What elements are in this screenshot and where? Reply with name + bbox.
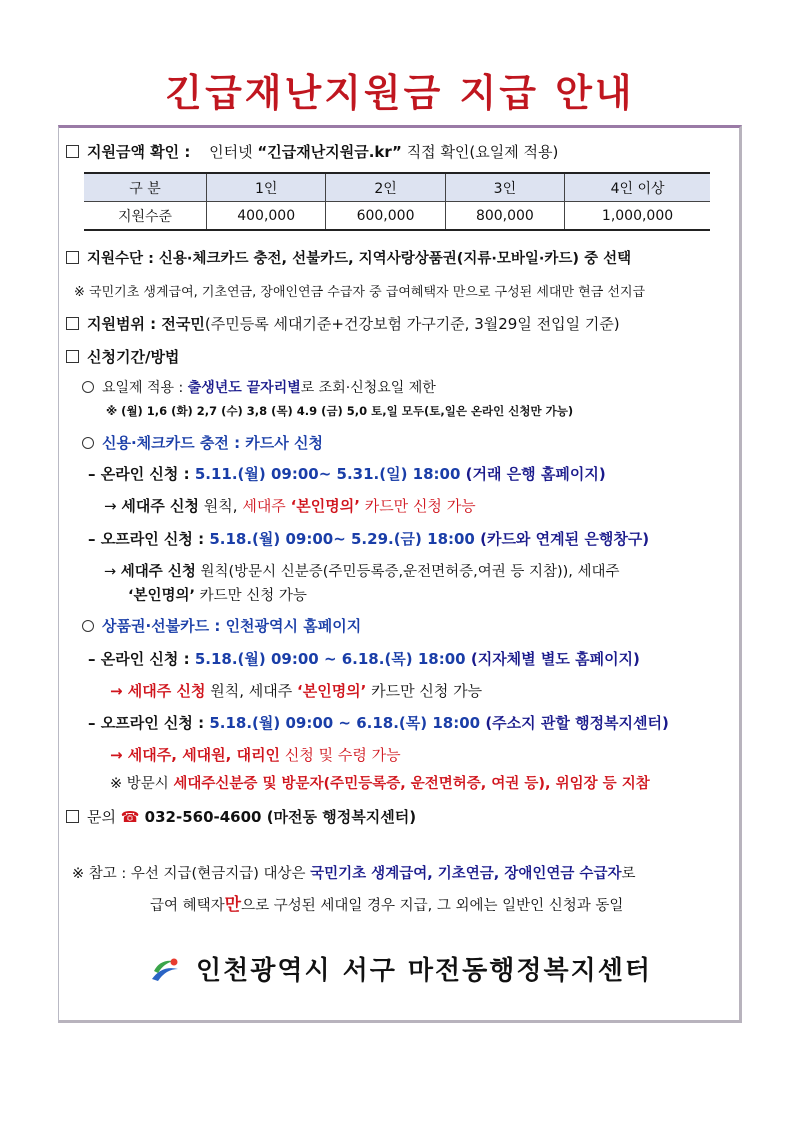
table-cell: 600,000: [326, 202, 445, 231]
weekday-row: 요일제 적용 : 출생년도 끝자리별로 조회·신청요일 제한: [82, 377, 436, 397]
means-row: 지원수단 : 신용·체크카드 충전, 선불카드, 지역사랑상품권(지류·모바일·카드) 중 선택: [66, 247, 631, 268]
scope-row: 지원범위 : 전국민(주민등록 세대기준+건강보험 가구기준, 3월29일 전입일 기준): [66, 313, 620, 334]
checkbox-square-icon: [66, 145, 79, 158]
voucher-visit-note: ※ 방문시 세대주신분증 및 방문자(주민등록증, 운전면허증, 여권 등), 위임장 등 지참: [110, 776, 650, 792]
circle-bullet-icon: [82, 620, 94, 632]
voucher-offline-note: → 세대주, 세대원, 대리인 신청 및 수령 가능: [110, 746, 401, 764]
amount-table: [84, 172, 710, 231]
incheon-logo-icon: [148, 955, 182, 992]
amount-heading: 지원금액 확인 :: [87, 143, 191, 161]
table-cell: 지원수준: [84, 202, 207, 231]
page-title: 긴급재난지원금 지급 안내: [165, 71, 635, 115]
apply-title: 신청기간/방법: [66, 346, 179, 367]
checkbox-square-icon: [66, 251, 79, 264]
voucher-title: 상품권·선불카드 : 인천광역시 홈페이지: [82, 615, 361, 636]
amount-row: 지원금액 확인 : 인터넷 “긴급재난지원금.kr” 직접 확인(요일제 적용): [66, 141, 558, 162]
card-online-row: – 온라인 신청 : 5.11.(월) 09:00~ 5.31.(일) 18:00 (거래 은행 홈페이지): [88, 465, 606, 483]
table-header: 2인: [326, 173, 445, 202]
table-header: 3인: [445, 173, 564, 202]
phone-icon: ☎: [120, 808, 140, 826]
table-header: 4인 이상: [565, 173, 710, 202]
means-note: ※ 국민기초 생계급여, 기초연금, 장애인연금 수급자 중 급여혜택자 만으로 구성된 세대만 현금 선지급: [74, 285, 646, 300]
reference-row: ※ 참고 : 우선 지급(현금지급) 대상은 국민기초 생계급여, 기초연금, 장애인연금 수급자로: [72, 866, 636, 882]
voucher-online-note: → 세대주 신청 원칙, 세대주 ‘본인명의’ 카드만 신청 가능: [110, 682, 483, 700]
table-cell: 400,000: [207, 202, 326, 231]
checkbox-square-icon: [66, 810, 79, 823]
checkbox-square-icon: [66, 350, 79, 363]
table-header: 1인: [207, 173, 326, 202]
reference-row-cont: 급여 혜택자만으로 구성된 세대일 경우 지급, 그 외에는 일반인 신청과 동일: [150, 895, 624, 915]
contact-row: 문의 ☎ 032-560-4600 (마전동 행정복지센터): [66, 806, 416, 827]
checkbox-square-icon: [66, 317, 79, 330]
site-name: “긴급재난지원금.kr”: [257, 143, 402, 161]
table-header-row: [84, 173, 710, 202]
table-row: [84, 202, 710, 231]
card-online-note: → 세대주 신청 원칙, 세대주 ‘본인명의’ 카드만 신청 가능: [104, 497, 476, 515]
circle-bullet-icon: [82, 381, 94, 393]
card-offline-note-cont: ‘본인명의’ 카드만 신청 가능: [128, 588, 307, 604]
weekday-note: ※ (월) 1,6 (화) 2,7 (수) 3,8 (목) 4.9 (금) 5,0 토,일 모두(토,일은 온라인 신청만 가능): [106, 404, 574, 418]
voucher-offline-row: – 오프라인 신청 : 5.18.(월) 09:00 ~ 6.18.(목) 18:00 (주소지 관할 행정복지센터): [88, 714, 669, 732]
voucher-online-row: – 온라인 신청 : 5.18.(월) 09:00 ~ 6.18.(목) 18:00 (지자체별 별도 홈페이지): [88, 650, 640, 668]
circle-bullet-icon: [82, 437, 94, 449]
card-offline-row: – 오프라인 신청 : 5.18.(월) 09:00~ 5.29.(금) 18:00 (카드와 연계된 은행창구): [88, 530, 650, 548]
footer: 인천광역시 서구 마전동행정복지센터: [0, 950, 800, 992]
table-cell: 1,000,000: [565, 202, 710, 231]
table-header: 구 분: [84, 173, 207, 202]
table-cell: 800,000: [445, 202, 564, 231]
card-title: 신용·체크카드 충전 : 카드사 신청: [82, 432, 323, 453]
card-offline-note: → 세대주 신청 원칙(방문시 신분증(주민등록증,운전면허증,여권 등 지참)), 세대주: [104, 564, 620, 580]
